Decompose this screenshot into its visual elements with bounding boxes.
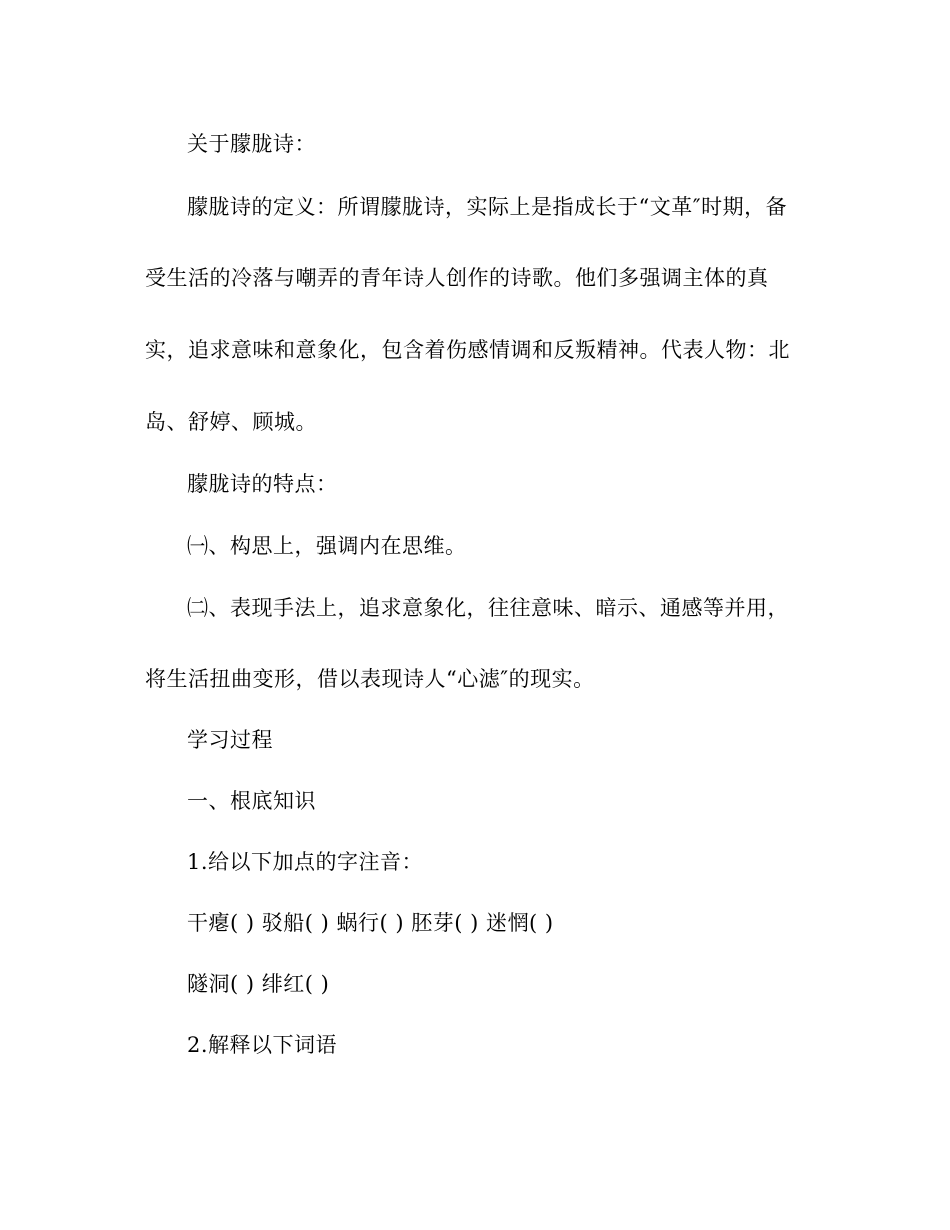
heading-about-menglong-poetry: 关于朦胧诗： bbox=[187, 132, 316, 156]
heading-features: 朦胧诗的特点： bbox=[187, 472, 338, 496]
feature-item-1: ㈠、构思上，强调内在思维。 bbox=[187, 534, 467, 558]
definition-paragraph-line-2: 受生活的冷落与嘲弄的青年诗人创作的诗歌。他们多强调主体的真 bbox=[145, 266, 769, 290]
definition-paragraph-line-1: 朦胧诗的定义：所谓朦胧诗，实际上是指成长于“文革″时期，备 bbox=[187, 195, 788, 219]
question-1-items-row-2: 隧洞( ) 绯红( ) bbox=[187, 972, 330, 996]
question-2-prompt: 2.解释以下词语 bbox=[187, 1033, 338, 1057]
definition-paragraph-line-4: 岛、舒婷、顾城。 bbox=[145, 410, 317, 434]
heading-learning-process: 学习过程 bbox=[187, 728, 273, 752]
feature-item-2-line-1: ㈡、表现手法上，追求意象化，往往意味、暗示、通感等并用， bbox=[187, 596, 789, 620]
definition-paragraph-line-3: 实，追求意味和意象化，包含着伤感情调和反叛精神。代表人物：北 bbox=[145, 338, 790, 362]
question-1-prompt: 1.给以下加点的字注音： bbox=[187, 850, 424, 874]
question-1-items-row-1: 干瘪( ) 驳船( ) 蜗行( ) 胚芽( ) 迷惘( ) bbox=[187, 911, 554, 935]
feature-item-2-line-2: 将生活扭曲变形，借以表现诗人“心滤″的现实。 bbox=[145, 667, 595, 691]
section-basic-knowledge: 一、根底知识 bbox=[187, 789, 316, 813]
